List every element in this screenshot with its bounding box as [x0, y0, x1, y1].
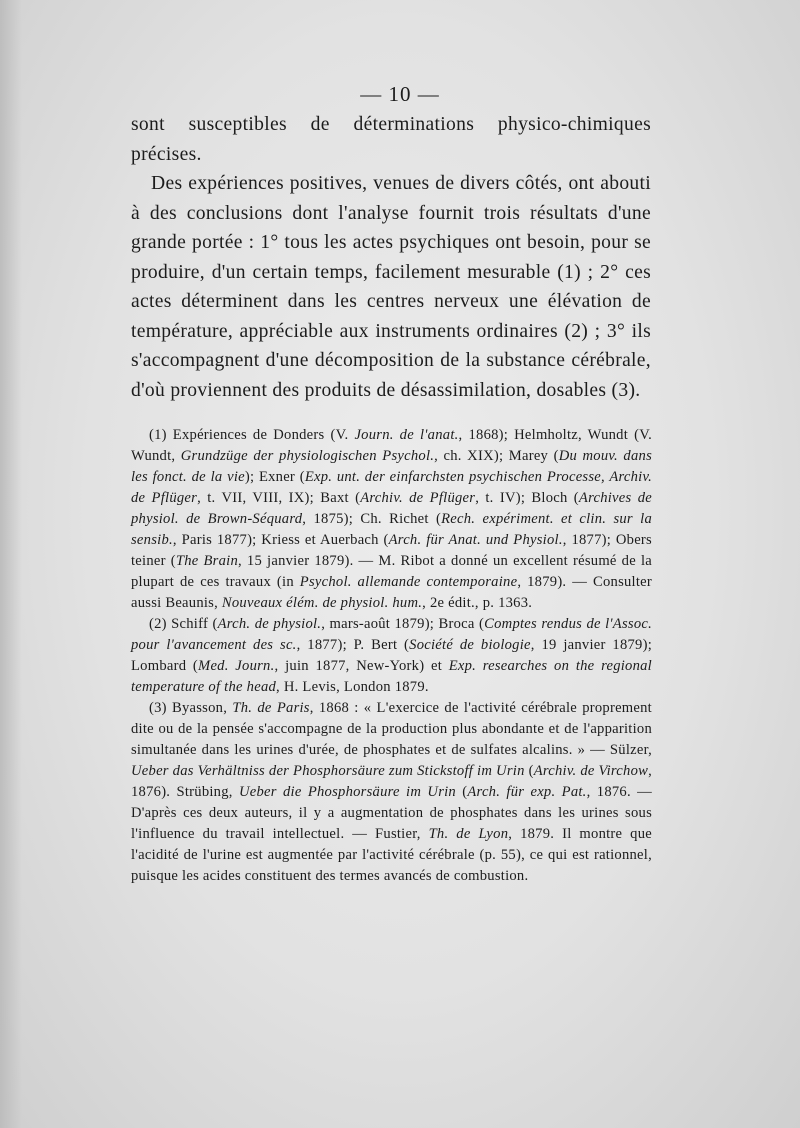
page-number: — 10 —: [360, 82, 440, 106]
page-edge-shadow: [0, 0, 22, 1128]
body-paragraph: Des expériences positives, venues de divers côtés, ont abouti à des conclusions dont l'analyse fournit trois résultats d'une grande portée : 1° tous les actes psychiques ont besoin, pour se produire, d'un certain temps, facilement mesurable (1) ; 2° ces actes déterminent dans les centres nerveux une élévation de température, appréciable aux instruments ordinaires (2) ; 3° ils s'accompagnent d'une décomposition de la substance cérébrale, d'où proviennent des produits de désassimilation, dosables (3).: [131, 173, 651, 401]
footnote-2: (2) Schiff (Arch. de physiol., mars-août 1879); Broca (Comptes rendus de l'Assoc. pour l'avancement des sc., 1877); P. Bert (Société de biologie, 19 janvier 1879); Lombard (Med. Journ., juin 1877, New-York) et Exp. researches on the regional temperature of the head, H. Levis, London 1879.: [131, 616, 653, 695]
footnote-1: (1) Expériences de Donders (V. Journ. de l'anat., 1868); Helmholtz, Wundt (V. Wundt, Grundzüge der physiologischen Psychol., ch. XIX); Marey (Du mouv. dans les fonct. de la vie); Exner (Exp. unt. der einfarchsten psychischen Processe, Archiv. de Pflüger, t. VII, VIII, IX); Baxt (Archiv. de Pflüger, t. IV); Bloch (Archives de physiol. de Brown-Séquard, 1875); Ch. Richet (Rech. expériment. et clin. sur la sensib., Paris 1877); Kriess et Auerbach (Arch. für Anat. und Physiol., 1877); Obers teiner (The Brain, 15 janvier 1879). — M. Ribot a donné un excellent résumé de la plupart de ces travaux (in Psychol. allemande contemporaine, 1879). — Consulter aussi Beaunis, Nouveaux élém. de physiol. hum., 2e édit., p. 1363.: [131, 427, 652, 611]
main-text: [131, 110, 651, 405]
footnotes: [131, 425, 652, 887]
footnote-3: (3) Byasson, Th. de Paris, 1868 : « L'exercice de l'activité cérébrale proprement dite ou de la pensée s'accompagne de la production plus abondante et de l'apparition simultanée dans les urines d'urée, de phosphates et de sulfates alcalins. » — Sülzer, Ueber das Verhältniss der Phosphorsäure zum Stickstoff im Urin (Archiv. de Virchow, 1876). Strübing, Ueber die Phosphorsäure im Urin (Arch. für exp. Pat., 1876. — D'après ces deux auteurs, il y a augmentation de phosphates dans les urines sous l'influence du travail intellectuel. — Fustier, Th. de Lyon, 1879. Il montre que l'acidité de l'urine est augmentée par l'activité cérébrale (p. 55), ce qui est rationnel, puisque les acides constituent des termes avancés de combustion.: [131, 700, 653, 884]
continuation-paragraph: sont susceptibles de déterminations physico-chimiques précises.: [131, 114, 651, 165]
